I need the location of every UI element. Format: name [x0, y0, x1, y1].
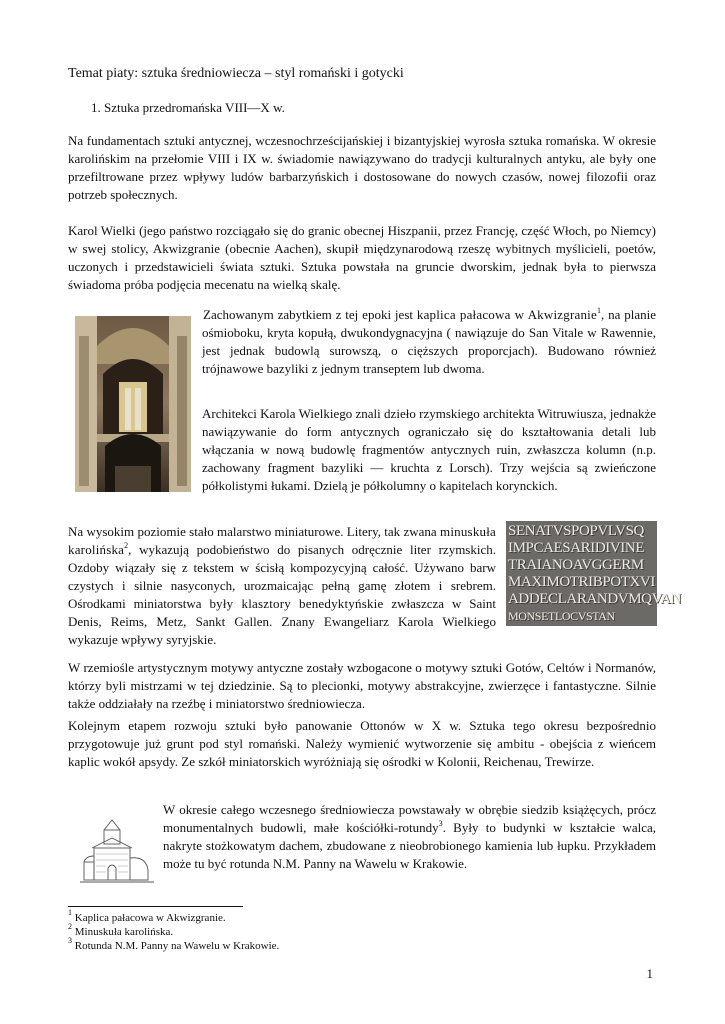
rotunda-drawing — [78, 818, 156, 888]
footnote-text: Minuskuła karolińska. — [74, 926, 174, 938]
text-run: Na wysokim poziomie stało malarstwo miniaturowe. Litery, tak zwana — [68, 524, 441, 539]
paragraph-6: W rzemiośle artystycznym motywy antyczne zostały wzbogacone o motywy sztuki Gotów, Celtów i Normanów, którzy byli mistrzami w tej dziedzinie. Są to plecionki, motywy abstrakcyjne, zwierzęce i fantastyczne. Silnie także oddziałały na rzeźbę i miniatorstwo średniowiecza. — [68, 660, 656, 711]
highlight-minuskula: minuskuła karolińska — [68, 524, 496, 557]
highlight-klasztory: były klasztory benedyktyńskie — [209, 596, 384, 611]
paragraph-2: Karol Wielki (jego państwo rozciągało się do granic obecnej Hiszpanii, przez Francję, część Włoch, po Niemcy) w swej stolicy, Akwizgranie (obecnie Aachen), skupił międzynarodową rzeszę wybitnych myślicieli, poetów, uczonych i przedstawicieli świata sztuki. Sztuka powstała na gruncie dworskim, jednak była to pierwsza świadoma próba podjęcia mecenatu na wielką skalę. — [68, 223, 656, 292]
footnote-text: Kaplica pałacowa w Akwizgranie. — [74, 912, 226, 924]
inscription-line: MONSETLOCVSTAN — [508, 609, 615, 623]
inscription-line: TRAIANOAVGGERM — [508, 557, 644, 573]
page-title: Temat piaty: sztuka średniowiecza – styl romański i gotycki — [68, 66, 404, 81]
text-run: W okresie całego wczesnego średniowiecza powstawały w obrębie siedzib książęcych, prócz monumentalnych budowli, małe kościółki-rotundy — [163, 802, 656, 835]
palace-chapel-image — [75, 316, 191, 492]
footnote-number: 1 — [68, 908, 72, 918]
roman-inscription-image — [506, 521, 681, 626]
paragraph-8 — [163, 801, 656, 873]
paragraph-7 — [68, 717, 656, 771]
footnote-number: 3 — [68, 936, 72, 946]
footnote-ref-3: 3 — [438, 818, 443, 828]
footnote-2 — [68, 922, 174, 939]
inscription-lines — [508, 523, 681, 625]
footnote-3 — [68, 936, 280, 953]
page-number: 1 — [646, 966, 653, 981]
footnote-1 — [68, 908, 226, 925]
footnote-ref-1: 1 — [596, 305, 601, 315]
paragraph-4: Architekci Karola Wielkiego znali dzieło rzymskiego architekta Witruwiusza, jednakże nawiązywanie do form antycznych ograniczało się do kształtowania detali lub włączania w nową budowlę fragmentów antycznych ruin, zwłaszcza kolumn (n.p. zachowany fragment bazyliki — kruchta z Lorsch). Trzy wejścia są zwieńczone półkolistymi łukami. Dzielą je półkolumny o kapitelach korynckich. — [202, 406, 656, 493]
text-run: Kolejnym etapem rozwoju sztuki było panowanie Ottonów w X w. Sztuka tego okresu bezpośrednio przygotowuje już grunt pod styl romański. Należy wymienić wytworzenie się — [68, 718, 656, 751]
highlight-ambitu: ambitu — [497, 736, 535, 751]
inscription-line: IMPCAESARIDIVINE — [508, 540, 645, 556]
paragraph-3 — [202, 306, 656, 378]
footnote-number: 2 — [68, 922, 72, 932]
highlight-kaplica: kaplica pałacowa w Akwizgranie — [416, 307, 597, 322]
inscription-line: ADDECLARANDVMQVAN — [508, 591, 681, 607]
paragraph-1: Na fundamentach sztuki antycznej, wczesnochrześcijańskiej i bizantyjskiej wyrosła sztuka romańska. W okresie karolińskim na przełomie VIII i IX w. świadomie nawiązywano do tradycji kulturalnych antyku, ale były one przefiltrowane przez wpływy ludów barbarzyńskich i dostosowane do nowych czasów, nowej filozofii oraz potrzeb społecznych. — [68, 133, 656, 202]
paragraph-5 — [68, 523, 496, 649]
footnote-ref-2: 2 — [124, 540, 129, 550]
text-run: zwłaszcza w Saint Denis, Reims, Metz, Sankt Gallen. Znany Ewangeliarz Karola Wielkiego wykazuje wpływy syryjskie. — [68, 596, 496, 647]
text-run: - obejścia z wieńcem kaplic wokół apsydy. Ze szkół miniatorskich wyróżniają się ośrodki w Kolonii, Reichenau, Trewirze. — [68, 736, 656, 769]
text-run: , wykazują podobieństwo do pisanych odręcznie liter rzymskich. Ozdoby wiązały się z tekstem w ścisłą kompozycyjną całość. Używano barw czystych i silnie nasyconych, urozmaicając pełną gamę złotem i srebrem. Ośrodkami miniatorstwa — [68, 542, 496, 611]
text-run: . Były to budynki w kształcie walca, nakryte stożkowatym dachem, zbudowane z nieobrobionego kamienia lub łupku. Przykładem może tu być rotunda N.M. Panny na Wawelu w Krakowie. — [163, 820, 656, 871]
footnote-text: Rotunda N.M. Panny na Wawelu w Krakowie. — [74, 940, 280, 952]
text-run: , na planie ośmioboku, kryta kopułą, dwukondygnacyjna ( nawiązuje do San Vitale w Rawennie, jest jednak budowlą surowszą, o cięższych proporcjach). Budowano również trójnawowe bazyliki z jednym transeptem lub dwoma. — [202, 307, 656, 376]
text-run: Zachowanym zabytkiem z tej epoki jest — [203, 307, 417, 322]
section-heading: 1. Sztuka przedromańska VIII—X w. — [91, 100, 285, 115]
inscription-line: MAXIMOTRIBPOTXVI — [508, 574, 655, 590]
footnote-separator — [68, 906, 243, 907]
inscription-line: SENATVSPOPVLVSQ — [508, 523, 644, 539]
